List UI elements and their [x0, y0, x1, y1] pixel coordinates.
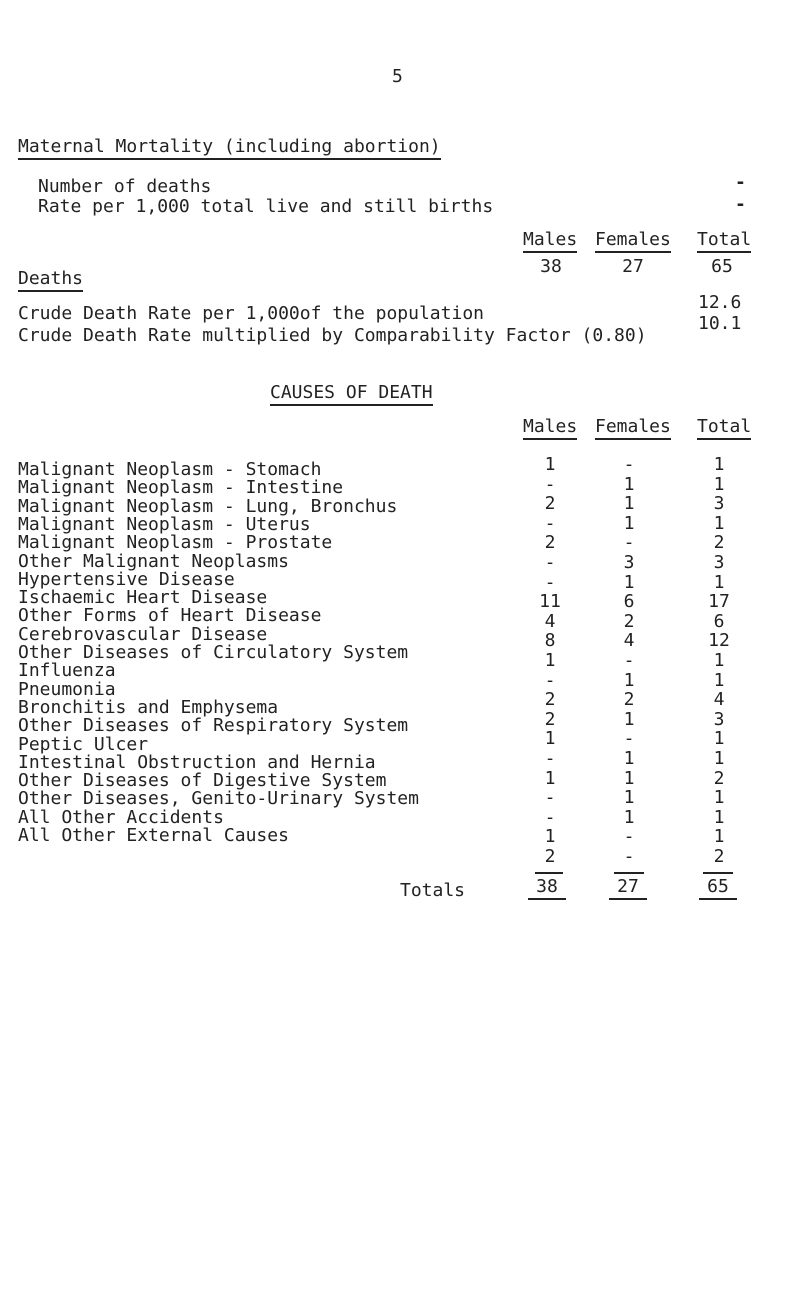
- cause-row-total: 1: [713, 787, 725, 809]
- causes-header-females: Females: [595, 416, 671, 440]
- cause-row-males: -: [544, 806, 556, 828]
- cause-row-males: 8: [544, 630, 556, 652]
- cause-row-females: -: [623, 532, 635, 554]
- cause-row-total: 2: [713, 532, 725, 554]
- cause-row-females: 1: [623, 473, 635, 495]
- totals-males: 38: [528, 876, 566, 900]
- cause-row-females: 2: [623, 610, 635, 632]
- cause-row-label: Hypertensive Disease: [18, 568, 235, 590]
- totals-rule-females: [614, 872, 644, 874]
- cause-row-total: 1: [713, 748, 725, 769]
- cause-row-label: All Other Accidents: [18, 806, 224, 828]
- totals-total: 65: [699, 876, 737, 900]
- cause-row-males: -: [544, 552, 556, 573]
- cause-row-label: Cerebrovascular Disease: [18, 623, 268, 645]
- cause-row-label: Malignant Neoplasm - Prostate: [18, 532, 333, 554]
- cause-row-label: Malignant Neoplasm - Uterus: [18, 513, 311, 535]
- cause-row-females: 1: [623, 571, 635, 593]
- cause-row-label: Other Diseases of Circulatory System: [18, 642, 409, 663]
- totals-rule-total: [703, 872, 733, 874]
- cause-row-total: 1: [713, 650, 725, 671]
- cause-row-total: 6: [713, 610, 725, 632]
- summary-header-males: Males: [523, 229, 577, 253]
- maternal-rate-label: Rate per 1,000 total live and still births: [38, 196, 494, 217]
- cause-row-females: 1: [623, 767, 635, 789]
- cause-row-label: Bronchitis and Emphysema: [18, 696, 279, 718]
- cause-row-males: 1: [544, 767, 556, 789]
- totals-label: Totals: [400, 880, 466, 901]
- cause-row-females: 1: [623, 669, 635, 691]
- deaths-females: 27: [622, 256, 644, 277]
- cause-row-males: 2: [544, 846, 556, 867]
- cause-row-males: 11: [539, 591, 561, 613]
- cause-row-total: 1: [713, 669, 725, 691]
- deaths-males: 38: [540, 256, 562, 277]
- cause-row-label: Malignant Neoplasm - Intestine: [18, 477, 344, 499]
- cause-row-females: -: [623, 454, 635, 475]
- cause-row-total: 1: [713, 512, 725, 534]
- cause-row-females: 1: [623, 787, 635, 809]
- adjusted-rate-label: Crude Death Rate multiplied by Comparability Factor (0.80): [18, 325, 647, 346]
- cause-row-total: 2: [713, 767, 725, 789]
- cause-row-label: Intestinal Obstruction and Hernia: [18, 751, 376, 773]
- crude-rate-value: 12.6: [698, 292, 742, 313]
- cause-row-total: 17: [708, 591, 730, 613]
- cause-row-total: 1: [713, 728, 725, 750]
- cause-row-males: 2: [544, 532, 556, 554]
- cause-row-males: -: [544, 571, 556, 593]
- cause-row-females: -: [623, 846, 635, 867]
- cause-row-males: 1: [544, 650, 556, 671]
- cause-row-total: 2: [713, 846, 725, 867]
- cause-row-males: 1: [544, 454, 556, 475]
- cause-row-total: 3: [713, 493, 725, 515]
- cause-row-total: 3: [713, 708, 725, 730]
- cause-row-females: 2: [623, 689, 635, 711]
- cause-row-females: -: [623, 728, 635, 750]
- cause-row-males: -: [544, 512, 556, 534]
- adjusted-rate-value: 10.1: [698, 313, 742, 334]
- cause-row-label: Malignant Neoplasm - Lung, Bronchus: [18, 495, 398, 517]
- maternal-deaths-label: Number of deaths: [38, 176, 212, 197]
- cause-row-total: 12: [708, 630, 730, 652]
- totals-females: 27: [609, 876, 647, 900]
- summary-header-total: Total: [697, 229, 751, 253]
- causes-title: CAUSES OF DEATH: [270, 382, 433, 406]
- cause-row-females: 1: [623, 806, 635, 828]
- maternal-deaths-value: -: [735, 172, 746, 193]
- cause-row-total: 4: [713, 689, 725, 711]
- cause-row-males: 2: [544, 493, 556, 515]
- cause-row-females: 1: [623, 493, 635, 515]
- totals-rule-males: [535, 872, 563, 874]
- summary-header-females: Females: [595, 229, 671, 253]
- cause-row-label: Other Malignant Neoplasms: [18, 550, 289, 572]
- cause-row-females: -: [623, 650, 635, 671]
- cause-row-males: -: [544, 669, 556, 691]
- cause-row-total: 1: [713, 473, 725, 495]
- cause-row-label: All Other External Causes: [18, 825, 289, 846]
- cause-row-males: 1: [544, 728, 556, 750]
- page-number: 5: [392, 66, 403, 87]
- cause-row-males: 2: [544, 689, 556, 711]
- cause-row-females: 1: [623, 512, 635, 534]
- maternal-rate-value: -: [735, 194, 746, 215]
- cause-row-label: Ischaemic Heart Disease: [18, 587, 268, 609]
- cause-row-females: 6: [623, 591, 635, 613]
- cause-row-label: Pneumonia: [18, 678, 116, 700]
- cause-row-total: 1: [713, 571, 725, 593]
- cause-row-males: 2: [544, 708, 556, 730]
- section-title: Maternal Mortality (including abortion): [18, 136, 441, 160]
- causes-header-males: Males: [523, 416, 577, 440]
- causes-header-total: Total: [697, 416, 751, 440]
- cause-row-label: Malignant Neoplasm - Stomach: [18, 459, 322, 480]
- cause-row-label: Other Diseases of Respiratory System: [18, 715, 409, 737]
- cause-row-label: Peptic Ulcer: [18, 733, 149, 755]
- cause-row-total: 1: [713, 454, 725, 475]
- cause-row-females: 1: [623, 748, 635, 769]
- cause-row-total: 1: [713, 806, 725, 828]
- cause-row-label: Influenza: [18, 660, 116, 682]
- deaths-label: Deaths: [18, 268, 83, 292]
- cause-row-females: 4: [623, 630, 635, 652]
- cause-row-label: Other Diseases, Genito-Urinary System: [18, 788, 419, 810]
- cause-row-total: 3: [713, 552, 725, 573]
- crude-rate-label: Crude Death Rate per 1,000of the population: [18, 303, 484, 324]
- cause-row-males: 4: [544, 610, 556, 632]
- cause-row-males: -: [544, 748, 556, 769]
- cause-row-females: 1: [623, 708, 635, 730]
- deaths-total: 65: [711, 256, 733, 277]
- cause-row-females: -: [623, 826, 635, 848]
- cause-row-label: Other Forms of Heart Disease: [18, 605, 322, 627]
- cause-row-males: -: [544, 473, 556, 495]
- cause-row-females: 3: [623, 552, 635, 573]
- cause-row-males: -: [544, 787, 556, 809]
- cause-row-males: 1: [544, 826, 556, 848]
- cause-row-label: Other Diseases of Digestive System: [18, 770, 387, 792]
- cause-row-total: 1: [713, 826, 725, 848]
